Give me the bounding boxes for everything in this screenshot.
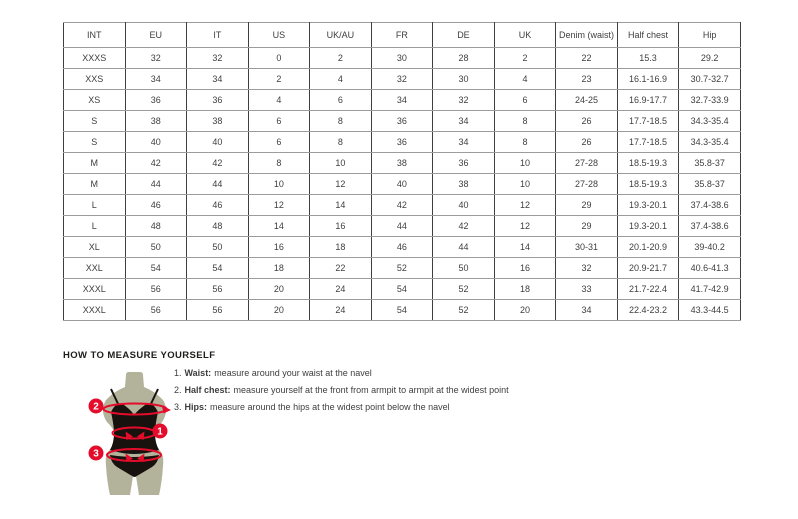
table-cell: 34 (433, 132, 495, 153)
table-cell: 18.5-19.3 (617, 153, 679, 174)
column-header: IT (187, 23, 249, 48)
table-cell: 44 (371, 216, 433, 237)
table-cell: 50 (433, 258, 495, 279)
table-cell: 44 (433, 237, 495, 258)
table-cell: 40.6-41.3 (679, 258, 741, 279)
table-cell: L (64, 216, 126, 237)
mannequin-swimsuit-illustration (82, 370, 187, 510)
instruction-term: Waist: (184, 368, 212, 378)
table-cell: 37.4-38.6 (679, 216, 741, 237)
table-cell: 18.5-19.3 (617, 174, 679, 195)
table-cell: 33 (556, 279, 618, 300)
table-cell: 6 (248, 132, 310, 153)
table-row (64, 279, 741, 300)
badge-waist-label: 1 (157, 426, 163, 438)
table-cell: 42 (187, 153, 249, 174)
table-row (64, 237, 741, 258)
table-cell: 32 (556, 258, 618, 279)
table-cell: 32.7-33.9 (679, 90, 741, 111)
table-cell: 46 (125, 195, 187, 216)
column-header: EU (125, 23, 187, 48)
table-cell: 34 (556, 300, 618, 321)
table-cell: 29.2 (679, 48, 741, 69)
table-cell: 50 (187, 237, 249, 258)
badge-half-chest-label: 2 (93, 401, 99, 413)
table-cell: 38 (125, 111, 187, 132)
table-cell: 8 (310, 132, 372, 153)
table-cell: 56 (187, 300, 249, 321)
table-cell: XXS (64, 69, 126, 90)
measure-instruction-half-chest (174, 385, 509, 402)
size-conversion-table (63, 22, 741, 321)
column-header: UK/AU (310, 23, 372, 48)
table-cell: 29 (556, 195, 618, 216)
table-cell: 6 (310, 90, 372, 111)
table-cell: 2 (494, 48, 556, 69)
table-cell: 38 (187, 111, 249, 132)
table-cell: 14 (494, 237, 556, 258)
table-cell: 24 (310, 279, 372, 300)
measure-instructions-list (174, 368, 509, 419)
table-cell: 12 (494, 195, 556, 216)
table-cell: 4 (494, 69, 556, 90)
table-cell: 40 (187, 132, 249, 153)
size-conversion-table-container (63, 22, 741, 321)
size-table-body (64, 48, 741, 321)
table-cell: 48 (187, 216, 249, 237)
table-cell: 18 (494, 279, 556, 300)
table-cell: 24-25 (556, 90, 618, 111)
table-cell: 56 (125, 279, 187, 300)
table-cell: 29 (556, 216, 618, 237)
column-header: INT (64, 23, 126, 48)
table-cell: 36 (187, 90, 249, 111)
table-cell: 56 (125, 300, 187, 321)
table-cell: 8 (310, 111, 372, 132)
table-cell: 20.9-21.7 (617, 258, 679, 279)
table-cell: 43.3-44.5 (679, 300, 741, 321)
table-cell: XXXL (64, 279, 126, 300)
table-cell: 54 (125, 258, 187, 279)
table-cell: 8 (494, 132, 556, 153)
table-row (64, 258, 741, 279)
table-cell: 20 (494, 300, 556, 321)
table-cell: 18 (310, 237, 372, 258)
measurement-figure (82, 370, 187, 510)
instruction-term: Half chest: (184, 385, 231, 395)
instruction-number: 3. (174, 402, 182, 412)
table-cell: 10 (248, 174, 310, 195)
table-row (64, 69, 741, 90)
table-cell: 35.8-37 (679, 153, 741, 174)
table-cell: 26 (556, 132, 618, 153)
table-cell: 30-31 (556, 237, 618, 258)
table-cell: 16 (494, 258, 556, 279)
instruction-term: Hips: (184, 402, 208, 412)
table-cell: 12 (248, 195, 310, 216)
table-cell: 42 (125, 153, 187, 174)
table-cell: S (64, 111, 126, 132)
table-cell: 34.3-35.4 (679, 111, 741, 132)
table-cell: 4 (248, 90, 310, 111)
table-cell: 36 (371, 111, 433, 132)
instruction-text: measure yourself at the front from armpit to armpit at the widest point (233, 385, 509, 395)
table-cell: 8 (494, 111, 556, 132)
measure-section-title: HOW TO MEASURE YOURSELF (63, 350, 216, 361)
table-row (64, 216, 741, 237)
table-cell: 28 (433, 48, 495, 69)
table-cell: 16.9-17.7 (617, 90, 679, 111)
table-cell: 38 (433, 174, 495, 195)
table-cell: 34 (187, 69, 249, 90)
badge-waist (153, 424, 168, 439)
table-cell: 10 (494, 153, 556, 174)
table-cell: 30 (371, 48, 433, 69)
table-cell: 20.1-20.9 (617, 237, 679, 258)
table-cell: 17.7-18.5 (617, 132, 679, 153)
table-cell: 46 (371, 237, 433, 258)
table-cell: 46 (187, 195, 249, 216)
table-cell: 36 (371, 132, 433, 153)
badge-hips-label: 3 (93, 448, 99, 460)
table-cell: 2 (248, 69, 310, 90)
column-header: DE (433, 23, 495, 48)
table-cell: 52 (433, 279, 495, 300)
table-cell: 16 (248, 237, 310, 258)
table-cell: 23 (556, 69, 618, 90)
table-cell: 54 (371, 279, 433, 300)
instruction-number: 2. (174, 385, 182, 395)
table-cell: 30 (433, 69, 495, 90)
table-cell: XL (64, 237, 126, 258)
size-table-header (64, 23, 741, 48)
table-cell: 16.1-16.9 (617, 69, 679, 90)
header-row (64, 23, 741, 48)
table-cell: 36 (433, 153, 495, 174)
table-cell: S (64, 132, 126, 153)
table-cell: 37.4-38.6 (679, 195, 741, 216)
table-cell: 16 (310, 216, 372, 237)
table-cell: 34 (433, 111, 495, 132)
table-cell: 10 (310, 153, 372, 174)
table-cell: 42 (433, 216, 495, 237)
table-cell: 41.7-42.9 (679, 279, 741, 300)
instruction-number: 1. (174, 368, 182, 378)
table-cell: 21.7-22.4 (617, 279, 679, 300)
table-cell: 42 (371, 195, 433, 216)
table-cell: 19.3-20.1 (617, 195, 679, 216)
table-cell: 56 (187, 279, 249, 300)
table-row (64, 111, 741, 132)
table-cell: 36 (125, 90, 187, 111)
table-cell: 40 (433, 195, 495, 216)
table-cell: XXL (64, 258, 126, 279)
table-cell: 8 (248, 153, 310, 174)
table-cell: 26 (556, 111, 618, 132)
table-cell: 22 (310, 258, 372, 279)
badge-hips (89, 446, 104, 461)
column-header: Half chest (617, 23, 679, 48)
table-cell: 32 (187, 48, 249, 69)
table-cell: 39-40.2 (679, 237, 741, 258)
table-cell: 50 (125, 237, 187, 258)
table-cell: 18 (248, 258, 310, 279)
table-cell: XXXS (64, 48, 126, 69)
table-cell: 34 (125, 69, 187, 90)
table-cell: 20 (248, 300, 310, 321)
measure-instruction-hips (174, 402, 509, 419)
table-cell: 40 (371, 174, 433, 195)
table-cell: 32 (125, 48, 187, 69)
table-cell: L (64, 195, 126, 216)
instruction-text: measure around your waist at the navel (214, 368, 372, 378)
table-cell: 52 (433, 300, 495, 321)
table-cell: 35.8-37 (679, 174, 741, 195)
table-cell: 40 (125, 132, 187, 153)
table-cell: 24 (310, 300, 372, 321)
table-cell: 34 (371, 90, 433, 111)
table-cell: 2 (310, 48, 372, 69)
table-cell: 15.3 (617, 48, 679, 69)
table-cell: 14 (248, 216, 310, 237)
badge-half-chest (89, 399, 104, 414)
table-cell: 19.3-20.1 (617, 216, 679, 237)
table-cell: 54 (371, 300, 433, 321)
table-cell: 20 (248, 279, 310, 300)
table-cell: 17.7-18.5 (617, 111, 679, 132)
table-cell: 54 (187, 258, 249, 279)
table-cell: 44 (125, 174, 187, 195)
table-cell: 44 (187, 174, 249, 195)
table-cell: 22.4-23.2 (617, 300, 679, 321)
table-cell: 30.7-32.7 (679, 69, 741, 90)
column-header: FR (371, 23, 433, 48)
table-row (64, 174, 741, 195)
table-cell: XS (64, 90, 126, 111)
column-header: UK (494, 23, 556, 48)
table-cell: 0 (248, 48, 310, 69)
table-row (64, 132, 741, 153)
table-cell: 34.3-35.4 (679, 132, 741, 153)
table-cell: M (64, 153, 126, 174)
table-cell: 4 (310, 69, 372, 90)
table-cell: 6 (248, 111, 310, 132)
instruction-text: measure around the hips at the widest point below the navel (210, 402, 450, 412)
column-header: Hip (679, 23, 741, 48)
table-row (64, 90, 741, 111)
table-row (64, 300, 741, 321)
table-row (64, 153, 741, 174)
table-cell: XXXL (64, 300, 126, 321)
table-cell: 27-28 (556, 153, 618, 174)
table-cell: 38 (371, 153, 433, 174)
table-row (64, 48, 741, 69)
table-cell: 32 (371, 69, 433, 90)
table-cell: 12 (310, 174, 372, 195)
table-cell: 6 (494, 90, 556, 111)
table-row (64, 195, 741, 216)
table-cell: 32 (433, 90, 495, 111)
measure-instruction-waist (174, 368, 509, 385)
table-cell: 10 (494, 174, 556, 195)
measure-arrow-chest (162, 406, 171, 414)
table-cell: 12 (494, 216, 556, 237)
column-header: US (248, 23, 310, 48)
table-cell: 48 (125, 216, 187, 237)
table-cell: 14 (310, 195, 372, 216)
column-header: Denim (waist) (556, 23, 618, 48)
table-cell: 52 (371, 258, 433, 279)
table-cell: M (64, 174, 126, 195)
table-cell: 22 (556, 48, 618, 69)
table-cell: 27-28 (556, 174, 618, 195)
